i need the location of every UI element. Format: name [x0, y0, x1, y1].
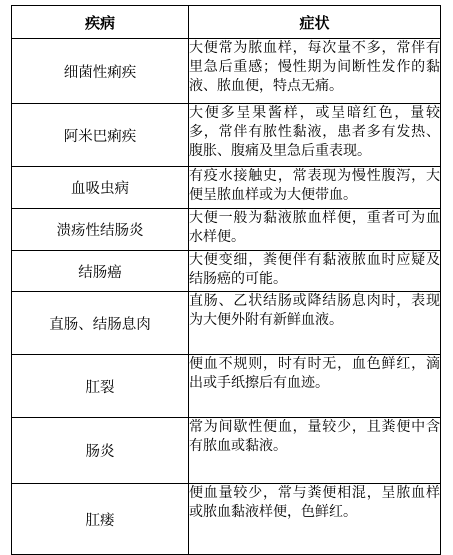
disease-cell: 阿米巴痢疾 [12, 104, 189, 167]
table-row [12, 251, 441, 292]
table-row [12, 39, 441, 104]
disease-cell: 肠炎 [12, 418, 189, 484]
symptom-cell: 大便常为脓血样，每次量不多，常伴有里急后重感；慢性期为间断性发作的黏液、脓血便，特点无痛。 [189, 39, 441, 104]
disease-cell: 肛瘘 [12, 484, 189, 555]
table-row [12, 355, 441, 418]
disease-cell: 血吸虫病 [12, 167, 189, 209]
table-row [12, 104, 441, 167]
disease-cell: 肛裂 [12, 355, 189, 418]
table-row [12, 209, 441, 251]
table-row [12, 484, 441, 555]
disease-cell: 溃疡性结肠炎 [12, 209, 189, 251]
header-disease: 疾病 [12, 6, 189, 39]
header-symptom: 症状 [189, 6, 441, 39]
symptom-cell: 便血不规则，时有时无，血色鲜红，滴出或手纸擦后有血迹。 [189, 355, 441, 418]
table-row [12, 167, 441, 209]
symptom-cell: 大便变细，粪便伴有黏液脓血时应疑及结肠癌的可能。 [189, 251, 441, 292]
symptom-cell: 大便多呈果酱样，或呈暗红色，量较多，常伴有脓性黏液，患者多有发热、腹胀、腹痛及里急后重表现。 [189, 104, 441, 167]
disease-cell: 结肠癌 [12, 251, 189, 292]
table-row [12, 418, 441, 484]
symptom-cell: 有疫水接触史，常表现为慢性腹泻，大便呈脓血样或为大便带血。 [189, 167, 441, 209]
table-row [12, 292, 441, 355]
symptom-cell: 常为间歇性便血，量较少，且粪便中含有脓血或黏液。 [189, 418, 441, 484]
table-header-row [12, 6, 441, 39]
disease-cell: 细菌性痢疾 [12, 39, 189, 104]
symptom-cell: 便血量较少，常与粪便相混，呈脓血样或脓血黏液样便，色鲜红。 [189, 484, 441, 555]
symptom-table [11, 5, 441, 555]
symptom-cell: 直肠、乙状结肠或降结肠息肉时，表现为大便外附有新鲜血液。 [189, 292, 441, 355]
disease-cell: 直肠、结肠息肉 [12, 292, 189, 355]
symptom-cell: 大便一般为黏液脓血样便，重者可为血水样便。 [189, 209, 441, 251]
